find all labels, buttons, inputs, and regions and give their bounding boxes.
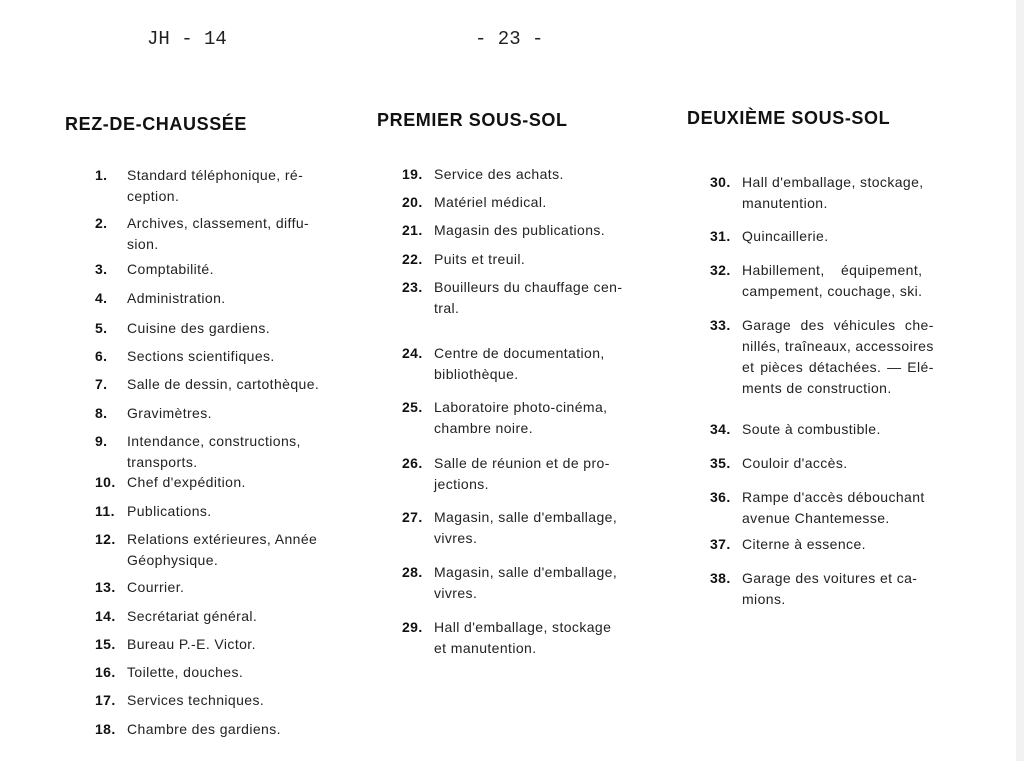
list-item <box>95 690 343 711</box>
item-text: Cuisine des gardiens. <box>127 320 271 336</box>
item-text: Publications. <box>127 503 212 519</box>
item-number: 8. <box>95 405 108 421</box>
item-number: 3. <box>95 261 108 277</box>
list-item <box>402 343 652 385</box>
item-text <box>127 213 309 255</box>
item-text-line: mions. <box>742 591 786 607</box>
item-number: 27. <box>402 509 423 525</box>
item-text <box>434 617 611 659</box>
item-text <box>742 172 924 214</box>
item-number: 16. <box>95 664 116 680</box>
item-text-line: Magasin, salle d'emballage, <box>434 509 618 525</box>
item-number: 19. <box>402 166 423 182</box>
item-number: 21. <box>402 222 423 238</box>
item-number: 7. <box>95 376 108 392</box>
list-item <box>95 634 343 655</box>
list-item <box>95 501 343 522</box>
list-item <box>95 213 343 255</box>
item-number: 15. <box>95 636 116 652</box>
item-text-line: Rampe d'accès débouchant <box>742 489 925 505</box>
item-number: 28. <box>402 564 423 580</box>
column-rez-de-chaussee <box>65 114 355 737</box>
item-text-line: transports. <box>127 454 198 470</box>
item-text-line: et manutention. <box>434 640 537 656</box>
list-item <box>402 562 652 604</box>
item-text-line: Magasin, salle d'emballage, <box>434 564 618 580</box>
item-text: Chambre des gardiens. <box>127 721 281 737</box>
item-text-line: Habillement, équipement, <box>742 262 923 278</box>
item-text <box>742 315 934 399</box>
list-item <box>95 374 343 395</box>
item-text-line: Géophysique. <box>127 552 219 568</box>
column-deuxieme-sous-sol <box>687 108 972 607</box>
item-text-line: nillés, traîneaux, accessoires <box>742 338 934 354</box>
list-item <box>402 507 652 549</box>
item-number: 33. <box>710 317 731 333</box>
item-text: Citerne à essence. <box>742 536 866 552</box>
item-text-line: Hall d'emballage, stockage, <box>742 174 924 190</box>
item-number: 23. <box>402 279 423 295</box>
item-text <box>434 277 622 319</box>
item-text: Chef d'expédition. <box>127 474 246 490</box>
item-number: 35. <box>710 455 731 471</box>
item-text-line: tral. <box>434 300 460 316</box>
list-item <box>95 662 343 683</box>
list-item <box>710 172 960 214</box>
item-number: 9. <box>95 433 108 449</box>
list-item <box>95 165 343 207</box>
item-text: Matériel médical. <box>434 194 547 210</box>
item-text <box>434 507 617 549</box>
item-number: 18. <box>95 721 116 737</box>
item-text-line: vivres. <box>434 585 478 601</box>
item-number: 14. <box>95 608 116 624</box>
item-text: Soute à combustible. <box>742 421 881 437</box>
list-item <box>95 431 343 473</box>
list-item <box>710 534 960 555</box>
list-item <box>402 249 652 270</box>
item-number: 12. <box>95 531 116 547</box>
column-title: PREMIER SOUS-SOL <box>377 110 568 130</box>
item-text: Toilette, douches. <box>127 664 244 680</box>
list-item <box>95 403 343 424</box>
item-number: 36. <box>710 489 731 505</box>
item-text <box>742 568 917 610</box>
list-item <box>95 719 343 740</box>
item-text-line: ments de construction. <box>742 380 892 396</box>
item-text: Administration. <box>127 290 226 306</box>
item-number: 4. <box>95 290 108 306</box>
item-text-line: ception. <box>127 188 180 204</box>
item-text: Magasin des publications. <box>434 222 606 238</box>
item-text <box>434 453 610 495</box>
list-item <box>402 277 652 319</box>
item-number: 22. <box>402 251 423 267</box>
column-title: DEUXIÈME SOUS-SOL <box>687 108 891 128</box>
item-text-line: chambre noire. <box>434 420 533 436</box>
item-text-line: campement, couchage, ski. <box>742 283 923 299</box>
list-item <box>402 220 652 241</box>
item-number: 13. <box>95 579 116 595</box>
list-item <box>710 487 960 529</box>
item-text-line: avenue Chantemesse. <box>742 510 890 526</box>
item-number: 25. <box>402 399 423 415</box>
item-text: Service des achats. <box>434 166 564 182</box>
item-number: 29. <box>402 619 423 635</box>
list-item <box>402 617 652 659</box>
column-title: REZ-DE-CHAUSSÉE <box>65 114 248 134</box>
item-number: 1. <box>95 167 108 183</box>
item-text: Gravimètres. <box>127 405 212 421</box>
list-item <box>95 288 343 309</box>
item-number: 24. <box>402 345 423 361</box>
list-item <box>95 346 343 367</box>
item-text <box>127 165 303 207</box>
item-text-line: Laboratoire photo-cinéma, <box>434 399 608 415</box>
item-text-line: manutention. <box>742 195 828 211</box>
item-text-line: Bouilleurs du chauffage cen- <box>434 279 623 295</box>
page-number: - 23 - <box>475 28 544 50</box>
list-item <box>710 315 960 399</box>
page-edge <box>1016 0 1024 761</box>
document-reference: JH - 14 <box>147 28 227 50</box>
item-number: 17. <box>95 692 116 708</box>
list-item <box>95 529 343 571</box>
item-text-line: Garage des voitures et ca- <box>742 570 918 586</box>
item-number: 26. <box>402 455 423 471</box>
item-text: Salle de dessin, cartothèque. <box>127 376 320 392</box>
item-number: 20. <box>402 194 423 210</box>
item-text <box>434 397 607 439</box>
list-item <box>710 419 960 440</box>
list-item <box>710 260 960 302</box>
item-text-line: Hall d'emballage, stockage <box>434 619 612 635</box>
item-number: 6. <box>95 348 108 364</box>
list-item <box>402 164 652 185</box>
item-text-line: sion. <box>127 236 159 252</box>
item-text-line: Standard téléphonique, ré- <box>127 167 304 183</box>
item-number: 11. <box>95 503 115 519</box>
list-item <box>95 577 343 598</box>
list-item <box>710 226 960 247</box>
item-text-line: et pièces détachées. — Elé- <box>742 359 934 375</box>
item-text-line: Relations extérieures, Année <box>127 531 318 547</box>
item-number: 32. <box>710 262 731 278</box>
list-item <box>402 453 652 495</box>
item-text: Quincaillerie. <box>742 228 829 244</box>
item-number: 34. <box>710 421 731 437</box>
item-text: Couloir d'accès. <box>742 455 848 471</box>
item-text <box>434 343 605 385</box>
item-text-line: Intendance, constructions, <box>127 433 301 449</box>
item-number: 31. <box>710 228 731 244</box>
item-text-line: bibliothèque. <box>434 366 519 382</box>
item-text <box>434 562 617 604</box>
item-text-line: Archives, classement, diffu- <box>127 215 310 231</box>
item-text: Services techniques. <box>127 692 265 708</box>
list-item <box>95 259 343 280</box>
item-text: Sections scientifiques. <box>127 348 275 364</box>
item-number: 5. <box>95 320 108 336</box>
item-text-line: vivres. <box>434 530 478 546</box>
item-text-line: Salle de réunion et de pro- <box>434 455 610 471</box>
item-text <box>127 431 301 473</box>
list-item <box>402 397 652 439</box>
item-text: Bureau P.-E. Victor. <box>127 636 256 652</box>
item-number: 38. <box>710 570 731 586</box>
item-text <box>742 487 925 529</box>
item-number: 2. <box>95 215 108 231</box>
item-text-line: Centre de documentation, <box>434 345 605 361</box>
item-text <box>127 529 317 571</box>
item-number: 10. <box>95 474 116 490</box>
item-text: Courrier. <box>127 579 185 595</box>
list-item <box>710 568 960 610</box>
list-item <box>95 318 343 339</box>
item-number: 37. <box>710 536 731 552</box>
column-premier-sous-sol <box>377 110 662 656</box>
item-text: Comptabilité. <box>127 261 214 277</box>
list-item <box>402 192 652 213</box>
item-text <box>742 260 922 302</box>
item-text-line: Garage des véhicules che- <box>742 317 934 333</box>
list-item <box>95 472 343 493</box>
item-number: 30. <box>710 174 731 190</box>
item-text: Secrétariat général. <box>127 608 258 624</box>
list-item <box>95 606 343 627</box>
item-text: Puits et treuil. <box>434 251 526 267</box>
item-text-line: jections. <box>434 476 489 492</box>
list-item <box>710 453 960 474</box>
